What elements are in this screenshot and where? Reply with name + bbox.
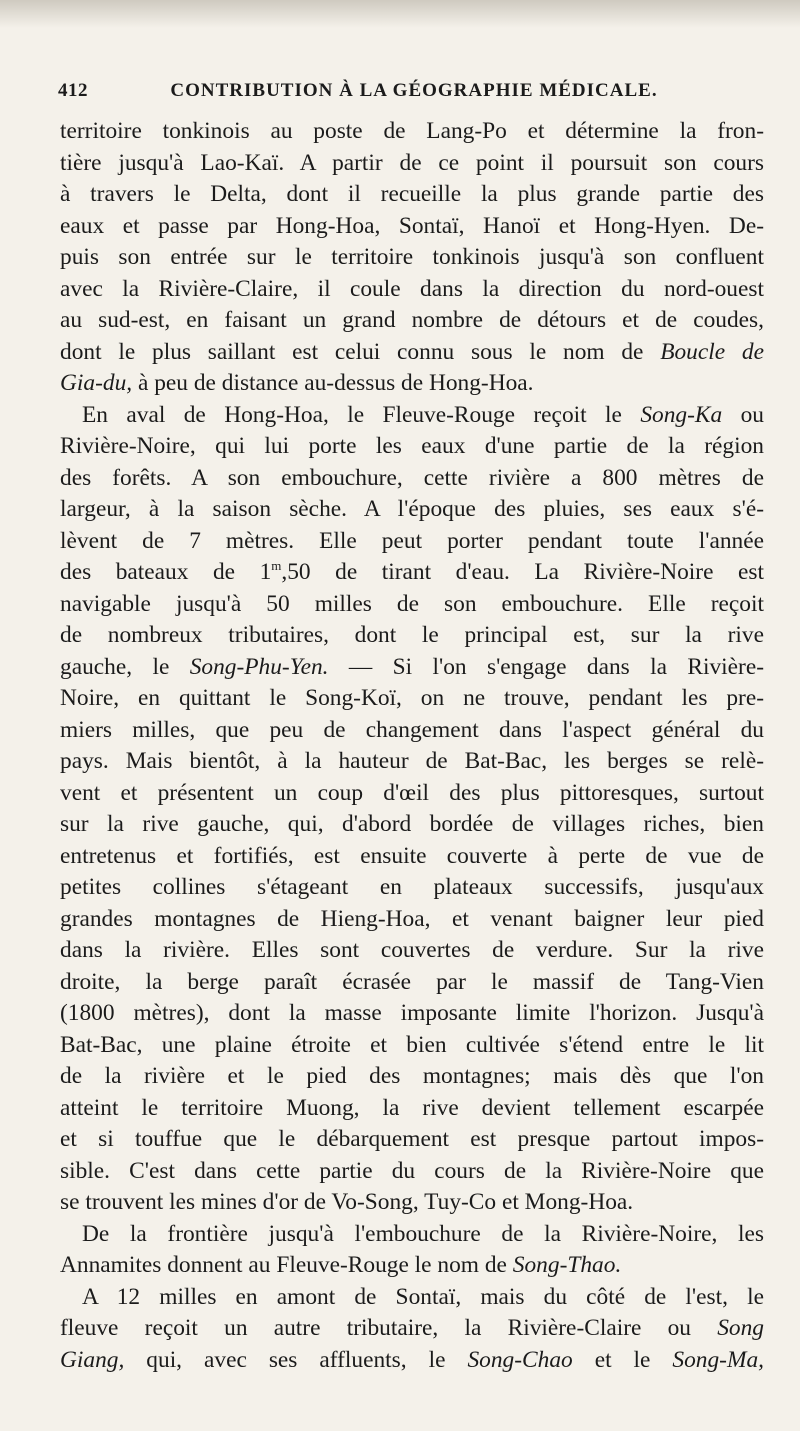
text-line bbox=[60, 935, 764, 967]
text-line bbox=[60, 1061, 764, 1093]
line-text: dont le plus saillant est celui connu sous le nom de bbox=[60, 338, 661, 365]
text-line bbox=[60, 1250, 764, 1282]
text-line bbox=[60, 179, 764, 211]
italic-term: Song-Chao bbox=[467, 1346, 573, 1373]
line-text: sur la rive gauche, qui, d'abord bordée de villages riches, bien bbox=[60, 811, 764, 837]
line-text: petites collines s'étageant en plateaux successifs, jusqu'aux bbox=[60, 874, 764, 900]
line-text: eaux et passe par Hong-Hoa, Sontaï, Hanoï et Hong-Hyen. De- bbox=[60, 212, 764, 239]
italic-term: Giang, bbox=[60, 1346, 125, 1373]
text-line bbox=[60, 431, 764, 463]
line-text: se trouvent les mines d'or de Vo-Song, Tuy-Co et Mong-Hoa. bbox=[60, 1189, 634, 1215]
text-line bbox=[60, 1030, 764, 1062]
line-text: atteint le territoire Muong, la rive devient tellement escarpée bbox=[60, 1094, 764, 1121]
text-line bbox=[60, 998, 764, 1030]
text-line bbox=[60, 683, 764, 715]
text-line bbox=[60, 589, 764, 621]
italic-term: Song-Phu-Yen. bbox=[189, 653, 329, 680]
text-line bbox=[60, 620, 764, 652]
line-text: Bat-Bac, une plaine étroite et bien cultivée s'étend entre le lit bbox=[60, 1031, 764, 1058]
line-text: territoire tonkinois au poste de Lang-Po et détermine la fron- bbox=[60, 118, 764, 144]
text-line bbox=[60, 872, 764, 904]
text-line bbox=[60, 1313, 764, 1345]
line-text: puis son entrée sur le territoire tonkinois jusqu'à son confluent bbox=[60, 244, 764, 270]
line-text: largeur, à la saison sèche. A l'époque des pluies, ses eaux s'é- bbox=[60, 496, 764, 522]
line-text: avec la Rivière-Claire, il coule dans la direction du nord-ouest bbox=[60, 275, 764, 302]
line-text: à travers le Delta, dont il recueille la plus grande partie des bbox=[60, 181, 764, 207]
line-text: (1800 mètres), dont la masse imposante limite l'horizon. Jusqu'à bbox=[60, 1000, 764, 1026]
text-line bbox=[60, 116, 764, 148]
line-text: pays. Mais bientôt, à la hauteur de Bat-Bac, les berges se relè- bbox=[60, 748, 764, 774]
text-line bbox=[60, 809, 764, 841]
italic-term: Song-Ma, bbox=[672, 1346, 764, 1373]
line-text: miers milles, que peu de changement dans l'aspect général du bbox=[60, 716, 764, 743]
text-line bbox=[60, 1282, 764, 1314]
line-text: A 12 milles en amont de Sontaï, mais du côté de l'est, le bbox=[82, 1283, 764, 1310]
body-text bbox=[60, 116, 764, 1376]
line-text: droite, la berge paraît écrasée par le massif de Tang-Vien bbox=[60, 968, 764, 995]
line-text: Noire, en quittant le Song-Koï, on ne trouve, pendant les pre- bbox=[60, 685, 764, 711]
text-line bbox=[60, 557, 764, 589]
text-line bbox=[60, 904, 764, 936]
line-text: et si touffue que le débarquement est presque partout impos- bbox=[60, 1126, 764, 1152]
text-line bbox=[60, 211, 764, 243]
line-text: De la frontière jusqu'à l'embouchure de la Rivière-Noire, les bbox=[82, 1220, 764, 1247]
text-line bbox=[60, 1156, 764, 1188]
text-line bbox=[60, 1093, 764, 1125]
line-text: En aval de Hong-Hoa, le Fleuve-Rouge reçoit le bbox=[82, 401, 641, 428]
line-text: fleuve reçoit un autre tributaire, la Rivière-Claire ou bbox=[60, 1315, 718, 1341]
line-text: des bateaux de 1 bbox=[60, 559, 272, 585]
running-title: CONTRIBUTION À LA GÉOGRAPHIE MÉDICALE. bbox=[170, 80, 658, 101]
italic-term: Song bbox=[717, 1315, 764, 1341]
line-text: vent et présentent un coup d'œil des plus pittoresques, surtout bbox=[60, 779, 764, 806]
text-line bbox=[60, 1219, 764, 1251]
line-text: — Si l'on s'engage dans la Rivière- bbox=[328, 653, 764, 680]
italic-term: Song-Ka bbox=[640, 401, 723, 428]
text-line bbox=[60, 715, 764, 747]
italic-term: Boucle de bbox=[660, 338, 764, 365]
line-text: tière jusqu'à Lao-Kaï. A partir de ce point il poursuit son cours bbox=[60, 149, 764, 176]
text-line bbox=[60, 494, 764, 526]
unit-superscript: m bbox=[271, 558, 282, 574]
italic-term: Gia-du, bbox=[60, 370, 133, 396]
text-line bbox=[60, 967, 764, 999]
line-text: sible. C'est dans cette partie du cours de la Rivière-Noire que bbox=[60, 1157, 764, 1184]
italic-term: Song-Thao. bbox=[512, 1252, 622, 1278]
line-text: ou bbox=[722, 401, 764, 428]
line-text: lèvent de 7 mètres. Elle peut porter pendant toute l'année bbox=[60, 527, 764, 554]
text-line bbox=[60, 1124, 764, 1156]
line-text: de nombreux tributaires, dont le principal est, sur la rive bbox=[60, 622, 764, 648]
page-header bbox=[58, 80, 770, 110]
line-text: dans la rivière. Elles sont couvertes de verdure. Sur la rive bbox=[60, 937, 764, 963]
page-number: 412 bbox=[58, 80, 88, 101]
text-line bbox=[60, 1345, 764, 1377]
line-text: gauche, le bbox=[60, 653, 190, 680]
text-line bbox=[60, 305, 764, 337]
text-line bbox=[60, 368, 764, 400]
line-text: Rivière-Noire, qui lui porte les eaux d'une partie de la région bbox=[60, 433, 764, 459]
text-line bbox=[60, 337, 764, 369]
line-text: Annamites donnent au Fleuve-Rouge le nom de bbox=[60, 1252, 513, 1278]
text-line bbox=[60, 400, 764, 432]
text-line bbox=[60, 274, 764, 306]
line-text: ,50 de tirant d'eau. La Rivière-Noire est bbox=[281, 559, 764, 585]
line-text: de la rivière et le pied des montagnes; mais dès que l'on bbox=[60, 1063, 764, 1089]
line-text: à peu de distance au-dessus de Hong-Hoa. bbox=[132, 370, 534, 396]
text-line bbox=[60, 463, 764, 495]
line-text: navigable jusqu'à 50 milles de son embouchure. Elle reçoit bbox=[60, 590, 764, 617]
scan-edge-shadow bbox=[0, 0, 800, 28]
line-text: des forêts. A son embouchure, cette rivière a 800 mètres de bbox=[60, 464, 764, 491]
text-line bbox=[60, 242, 764, 274]
text-line bbox=[60, 526, 764, 558]
text-line bbox=[60, 148, 764, 180]
text-line bbox=[60, 778, 764, 810]
line-text: et le bbox=[572, 1346, 673, 1373]
line-text: qui, avec ses affluents, le bbox=[124, 1346, 468, 1373]
line-text: entretenus et fortifiés, est ensuite couverte à perte de vue de bbox=[60, 842, 764, 869]
text-line bbox=[60, 746, 764, 778]
text-line bbox=[60, 841, 764, 873]
text-line bbox=[60, 1187, 764, 1219]
text-line bbox=[60, 652, 764, 684]
line-text: au sud-est, en faisant un grand nombre de détours et de coudes, bbox=[60, 307, 764, 333]
line-text: grandes montagnes de Hieng-Hoa, et venant baigner leur pied bbox=[60, 905, 764, 932]
